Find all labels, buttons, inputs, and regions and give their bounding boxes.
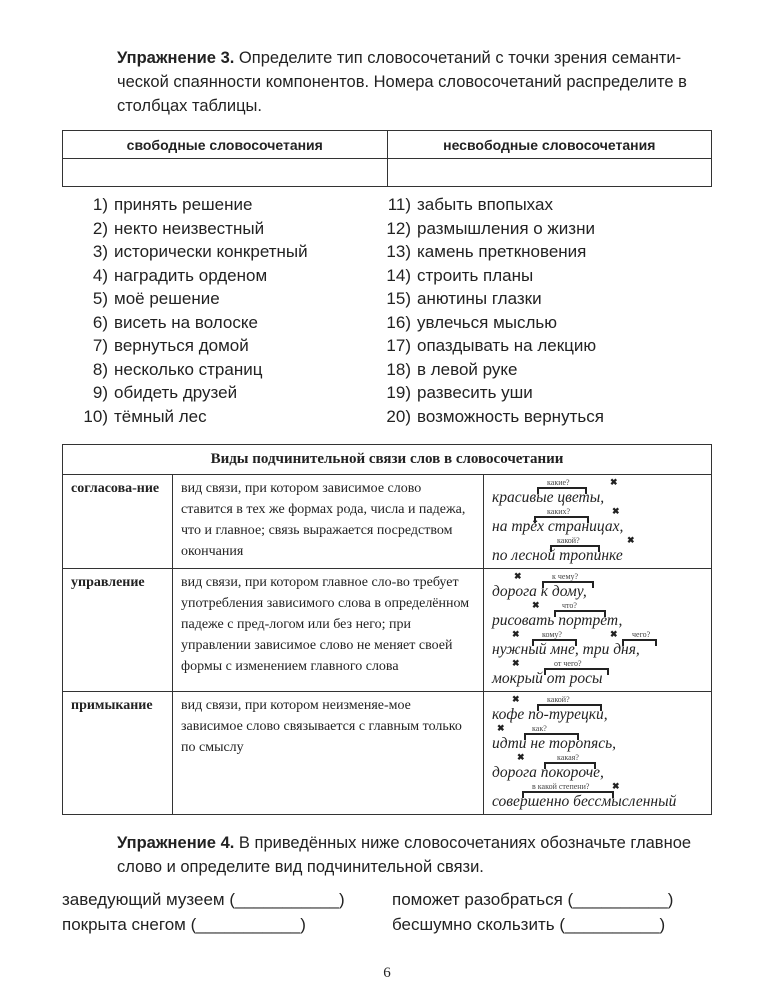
exercise-4-instructions: В приведённых ниже словосочетаниях обозначьте главное слово и определите вид подчинительной связи. (117, 834, 692, 876)
example-text: кофе по-турецки, (492, 706, 608, 723)
arrow-bracket-icon (554, 610, 606, 617)
phrase-item (365, 311, 604, 335)
phrase-number: 1) (92, 195, 108, 214)
fill-item[interactable]: бесшумно скользить (__________) (392, 915, 666, 934)
question-label: к чему? (552, 572, 579, 581)
phrase-item (365, 217, 604, 241)
phrase-item (62, 217, 365, 241)
phrase-text: висеть на волоске (114, 312, 258, 332)
phrase-text: анютины глазки (417, 289, 542, 308)
arrow-bracket-icon (542, 581, 594, 588)
phrase-text: развесить уши (417, 383, 533, 402)
phrase-number: 13) (386, 242, 411, 261)
example-phrase (492, 753, 703, 782)
phrase-list-left (62, 193, 365, 428)
example-text: дорога к дому, (492, 583, 587, 600)
phrase-item (365, 240, 604, 264)
phrase-text: камень преткновения (417, 242, 587, 261)
phrase-item (62, 311, 365, 335)
phrase-text: возможность вернуться (417, 406, 604, 426)
phrase-text: некто неизвестный (114, 218, 265, 238)
phrase-text: строить планы (417, 265, 534, 285)
main-word-cross-icon: ✖ (627, 535, 635, 545)
phrase-text: увлечься мыслью (417, 312, 558, 332)
main-word-cross-icon: ✖ (610, 629, 618, 639)
main-word-cross-icon: ✖ (497, 723, 505, 733)
main-word-cross-icon: ✖ (512, 629, 520, 639)
example-text: на трёх страницах, (492, 518, 624, 535)
question-label: от чего? (554, 659, 582, 668)
phrase-item (365, 405, 604, 429)
phrase-number: 16) (386, 312, 411, 332)
question-label: чего? (632, 630, 651, 639)
fill-item[interactable]: поможет разобраться (__________) (392, 890, 674, 909)
exercise-3-text (117, 46, 712, 118)
connection-definition: вид связи, при котором зависимое слово ставится в тех же формах рода, числа и падежа, что и главное; связь выражается посредством окончания (173, 475, 484, 569)
phrase-number: 7) (92, 336, 108, 355)
example-phrase (492, 659, 703, 688)
example-phrase (492, 478, 703, 507)
connection-examples (484, 692, 712, 815)
table-row (63, 569, 712, 692)
example-phrase (492, 507, 703, 536)
fill-item[interactable]: покрыта снегом (___________) (62, 915, 306, 934)
phrase-item (365, 264, 604, 288)
example-text: идти не торопясь, (492, 735, 617, 752)
page-number: 6 (383, 965, 391, 981)
arrow-bracket-icon (544, 762, 596, 769)
phrase-text: наградить орденом (114, 265, 268, 285)
connection-types-table (62, 444, 712, 815)
phrase-text: исторически конкретный (114, 242, 308, 261)
phrase-item (365, 334, 604, 358)
phrase-lists (62, 193, 712, 428)
answer-cell-free[interactable] (63, 159, 388, 187)
answer-table (62, 130, 712, 187)
phrase-item (62, 381, 365, 405)
example-text: красивые цветы, (492, 489, 605, 506)
phrase-text: забыть впопыхах (417, 195, 553, 214)
question-label: кому? (542, 630, 562, 639)
header-nonfree: несвободные словосочетания (387, 131, 712, 159)
exercise-3-label: Упражнение 3. (117, 49, 235, 67)
phrase-item (62, 287, 365, 311)
fill-item[interactable]: заведующий музеем (___________) (62, 890, 345, 909)
phrase-number: 20) (386, 406, 411, 426)
phrase-number: 10) (83, 406, 108, 426)
phrase-number: 11) (387, 195, 411, 214)
example-text: дорога покороче, (492, 764, 604, 781)
table-row (63, 692, 712, 815)
connection-type: согласова-ние (63, 475, 173, 569)
connection-type: примыкание (63, 692, 173, 815)
phrase-number: 8) (92, 359, 108, 379)
example-phrase (492, 724, 703, 753)
arrow-bracket-icon (550, 545, 600, 552)
example-phrase (492, 695, 703, 724)
fill-items (62, 887, 712, 937)
connection-examples (484, 475, 712, 569)
phrase-number: 14) (386, 265, 411, 285)
answer-cell-nonfree[interactable] (387, 159, 712, 187)
question-label: в какой степени? (532, 782, 590, 791)
phrase-item (62, 193, 365, 217)
phrase-text: тёмный лес (114, 406, 207, 426)
phrase-text: обидеть друзей (114, 383, 238, 402)
exercise-3-instructions: Определите тип словосочетаний с точки зрения семанти-ческой спаянности компонентов. Номера словосочетаний распределите в столбцах таблицы. (117, 49, 687, 115)
phrase-number: 9) (92, 383, 108, 402)
phrase-text: опаздывать на лекцию (417, 336, 597, 355)
main-word-cross-icon: ✖ (612, 781, 620, 791)
connection-examples (484, 569, 712, 692)
table-title: Виды подчинительной связи слов в словосочетании (63, 445, 712, 475)
phrase-number: 12) (386, 218, 411, 238)
arrow-bracket-icon (534, 516, 589, 523)
question-label: что? (562, 601, 577, 610)
example-text: совершенно бессмысленный (492, 793, 677, 810)
phrase-number: 2) (92, 218, 108, 238)
example-text: рисовать портрет, (492, 612, 623, 629)
phrase-list-right (365, 193, 604, 428)
phrase-text: вернуться домой (114, 336, 249, 355)
example-phrase (492, 572, 703, 601)
arrow-bracket-icon (522, 791, 614, 798)
example-phrase (492, 536, 703, 565)
exercise-4-label: Упражнение 4. (117, 834, 235, 852)
question-label: какой? (547, 695, 570, 704)
phrase-item (365, 381, 604, 405)
question-label: какие? (547, 478, 570, 487)
phrase-number: 3) (92, 242, 108, 261)
example-phrase (492, 782, 703, 811)
phrase-text: принять решение (114, 195, 253, 214)
example-text: нужный мне, три дня, (492, 641, 640, 658)
arrow-bracket-icon (537, 487, 587, 494)
phrase-number: 19) (386, 383, 411, 402)
phrase-number: 18) (386, 359, 411, 379)
connection-definition: вид связи, при котором неизменяе-мое зависимое слово связывается с главным только по смыслу (173, 692, 484, 815)
phrase-item (62, 240, 365, 264)
connection-type: управление (63, 569, 173, 692)
phrase-text: несколько страниц (114, 359, 263, 379)
phrase-number: 4) (92, 265, 108, 285)
phrase-number: 6) (92, 312, 108, 332)
main-word-cross-icon: ✖ (512, 694, 520, 704)
example-phrase (492, 601, 703, 630)
example-text: мокрый от росы (492, 670, 603, 687)
question-label: какая? (557, 753, 579, 762)
phrase-text: размышления о жизни (417, 218, 595, 238)
exercise-4-text (117, 831, 712, 879)
phrase-text: в левой руке (417, 359, 518, 379)
main-word-cross-icon: ✖ (610, 477, 618, 487)
example-text: по лесной тропинке (492, 547, 623, 564)
example-phrase (492, 630, 703, 659)
header-free: свободные словосочетания (63, 131, 388, 159)
phrase-number: 15) (386, 289, 411, 308)
main-word-cross-icon: ✖ (612, 506, 620, 516)
arrow-bracket-icon (532, 639, 577, 646)
table-row (63, 475, 712, 569)
arrow-bracket-icon (622, 639, 657, 646)
main-word-cross-icon: ✖ (514, 571, 522, 581)
phrase-number: 17) (386, 336, 411, 355)
question-label: каких? (547, 507, 571, 516)
phrase-item (365, 358, 604, 382)
phrase-item (62, 358, 365, 382)
phrase-item (62, 405, 365, 429)
phrase-item (365, 287, 604, 311)
phrase-item (62, 264, 365, 288)
question-label: как? (532, 724, 547, 733)
main-word-cross-icon: ✖ (517, 752, 525, 762)
main-word-cross-icon: ✖ (512, 658, 520, 668)
phrase-item (62, 334, 365, 358)
phrase-text: моё решение (114, 289, 220, 308)
arrow-bracket-icon (524, 733, 579, 740)
arrow-bracket-icon (537, 704, 602, 711)
phrase-number: 5) (92, 289, 108, 308)
main-word-cross-icon: ✖ (532, 600, 540, 610)
connection-definition: вид связи, при котором главное сло-во требует употребления зависимого слова в определённом падеже с пред-логом или без него; при управлении зависимое слово не меняет своей формы с изменением главного слова (173, 569, 484, 692)
question-label: какой? (557, 536, 580, 545)
phrase-item (365, 193, 604, 217)
arrow-bracket-icon (544, 668, 609, 675)
